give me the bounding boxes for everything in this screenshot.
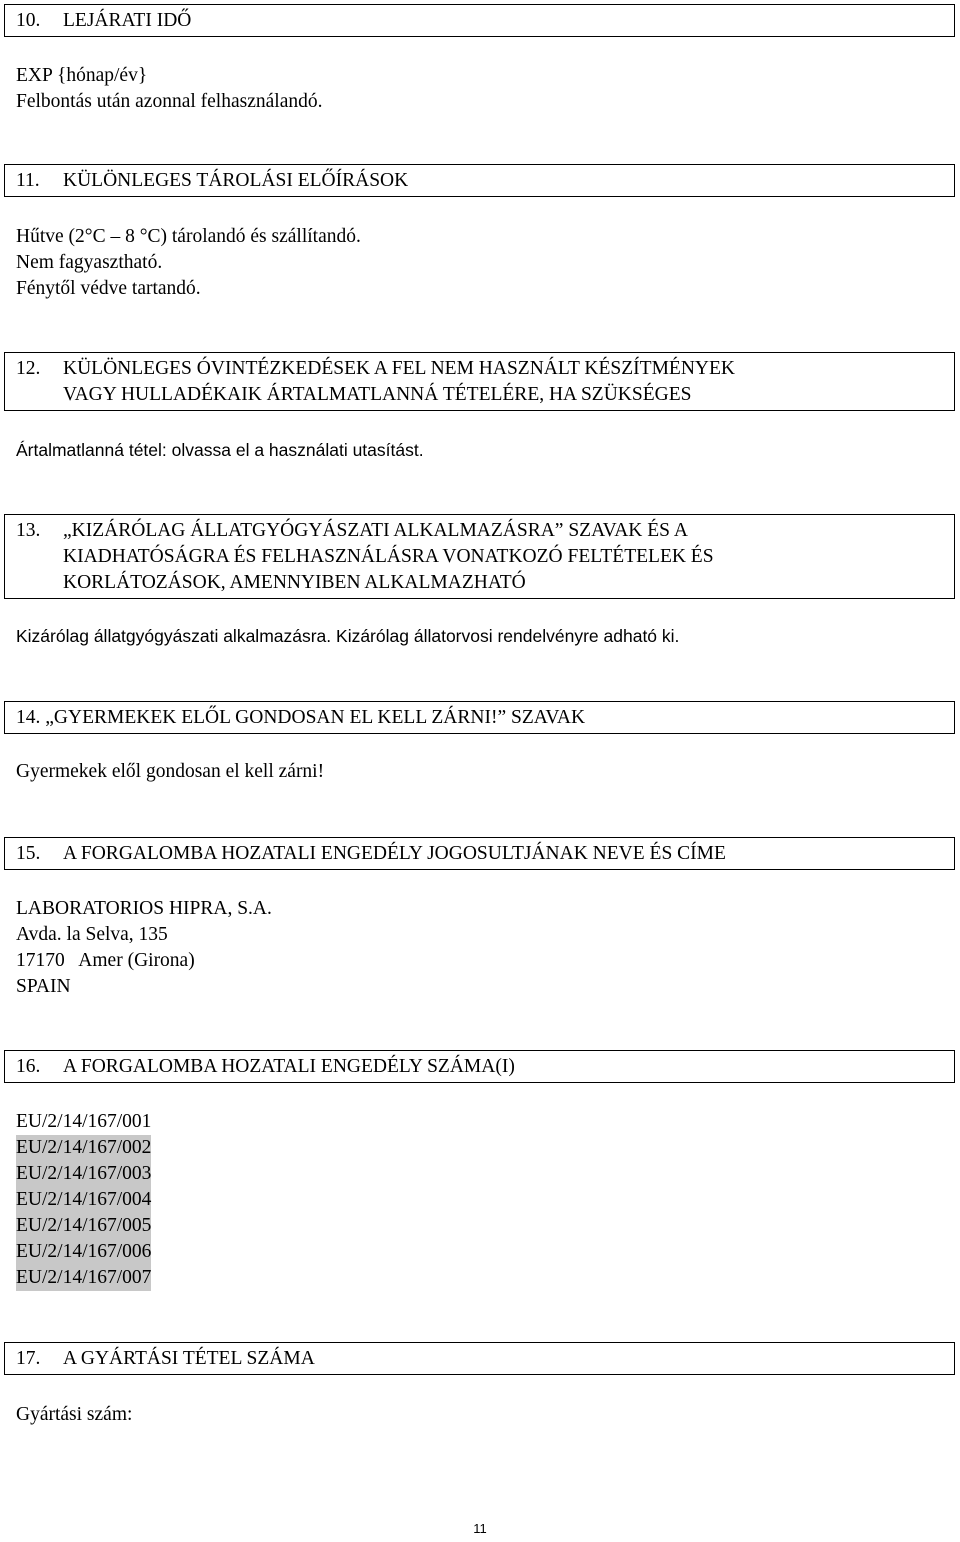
auth-number: EU/2/14/167/007 xyxy=(16,1265,151,1291)
auth-number-list xyxy=(16,1109,151,1291)
section-title: A FORGALOMBA HOZATALI ENGEDÉLY JOGOSULTJÁNAK NEVE ÉS CÍME xyxy=(63,843,726,864)
section-title: KÜLÖNLEGES TÁROLÁSI ELŐÍRÁSOK xyxy=(63,170,409,191)
section-13-header xyxy=(4,514,955,599)
section-14-header xyxy=(4,701,955,734)
section-number: 17. xyxy=(16,1348,41,1369)
section-10-line-2: Felbontás után azonnal felhasználandó. xyxy=(16,91,323,112)
holder-street: Avda. la Selva, 135 xyxy=(16,924,168,945)
section-number: 16. xyxy=(16,1056,41,1077)
section-15-header xyxy=(4,837,955,870)
section-number: 13. xyxy=(16,520,41,541)
section-11-line-1: Hűtve (2°C – 8 °C) tárolandó és szállítandó. xyxy=(16,226,361,247)
section-number: 15. xyxy=(16,843,41,864)
section-title: A FORGALOMBA HOZATALI ENGEDÉLY SZÁMA(I) xyxy=(63,1056,515,1077)
section-title-line-1: KÜLÖNLEGES ÓVINTÉZKEDÉSEK A FEL NEM HASZNÁLT KÉSZÍTMÉNYEK xyxy=(63,358,735,379)
auth-number: EU/2/14/167/003 xyxy=(16,1161,151,1187)
batch-number-label: Gyártási szám: xyxy=(16,1404,133,1425)
section-title: LEJÁRATI IDŐ xyxy=(63,10,192,31)
section-title: A GYÁRTÁSI TÉTEL SZÁMA xyxy=(63,1348,315,1369)
holder-country: SPAIN xyxy=(16,976,71,997)
section-title-line-1: „KIZÁRÓLAG ÁLLATGYÓGYÁSZATI ALKALMAZÁSRA” SZAVAK ÉS A xyxy=(63,520,688,541)
section-11-line-2: Nem fagyasztható. xyxy=(16,252,163,273)
auth-number: EU/2/14/167/005 xyxy=(16,1213,151,1239)
section-17-header xyxy=(4,1342,955,1375)
section-10-line-1: EXP {hónap/év} xyxy=(16,65,148,86)
section-title: 14. „GYERMEKEK ELŐL GONDOSAN EL KELL ZÁRNI!” SZAVAK xyxy=(16,707,586,728)
section-number: 11. xyxy=(16,170,40,191)
section-11-header xyxy=(4,164,955,197)
section-12-header xyxy=(4,352,955,411)
section-13-text: Kizárólag állatgyógyászati alkalmazásra. Kizárólag állatorvosi rendelvényre adható ki. xyxy=(16,626,680,646)
auth-number: EU/2/14/167/002 xyxy=(16,1135,151,1161)
auth-number: EU/2/14/167/004 xyxy=(16,1187,151,1213)
section-12-text: Ártalmatlanná tétel: olvassa el a használati utasítást. xyxy=(16,440,424,460)
auth-number: EU/2/14/167/001 xyxy=(16,1111,152,1132)
section-16-header xyxy=(4,1050,955,1083)
section-title-line-2: KIADHATÓSÁGRA ÉS FELHASZNÁLÁSRA VONATKOZÓ FELTÉTELEK ÉS xyxy=(63,546,714,567)
section-title-line-2: VAGY HULLADÉKAIK ÁRTALMATLANNÁ TÉTELÉRE, HA SZÜKSÉGES xyxy=(63,384,692,405)
section-number: 12. xyxy=(16,358,41,379)
section-11-line-3: Fénytől védve tartandó. xyxy=(16,278,201,299)
holder-name: LABORATORIOS HIPRA, S.A. xyxy=(16,898,272,919)
holder-city: 17170 Amer (Girona) xyxy=(16,950,195,971)
auth-number: EU/2/14/167/006 xyxy=(16,1239,151,1265)
section-14-text: Gyermekek elől gondosan el kell zárni! xyxy=(16,761,325,782)
page-number: 11 xyxy=(473,1521,487,1536)
section-number: 10. xyxy=(16,10,41,31)
section-10-header xyxy=(4,4,955,37)
section-title-line-3: KORLÁTOZÁSOK, AMENNYIBEN ALKALMAZHATÓ xyxy=(63,572,526,593)
